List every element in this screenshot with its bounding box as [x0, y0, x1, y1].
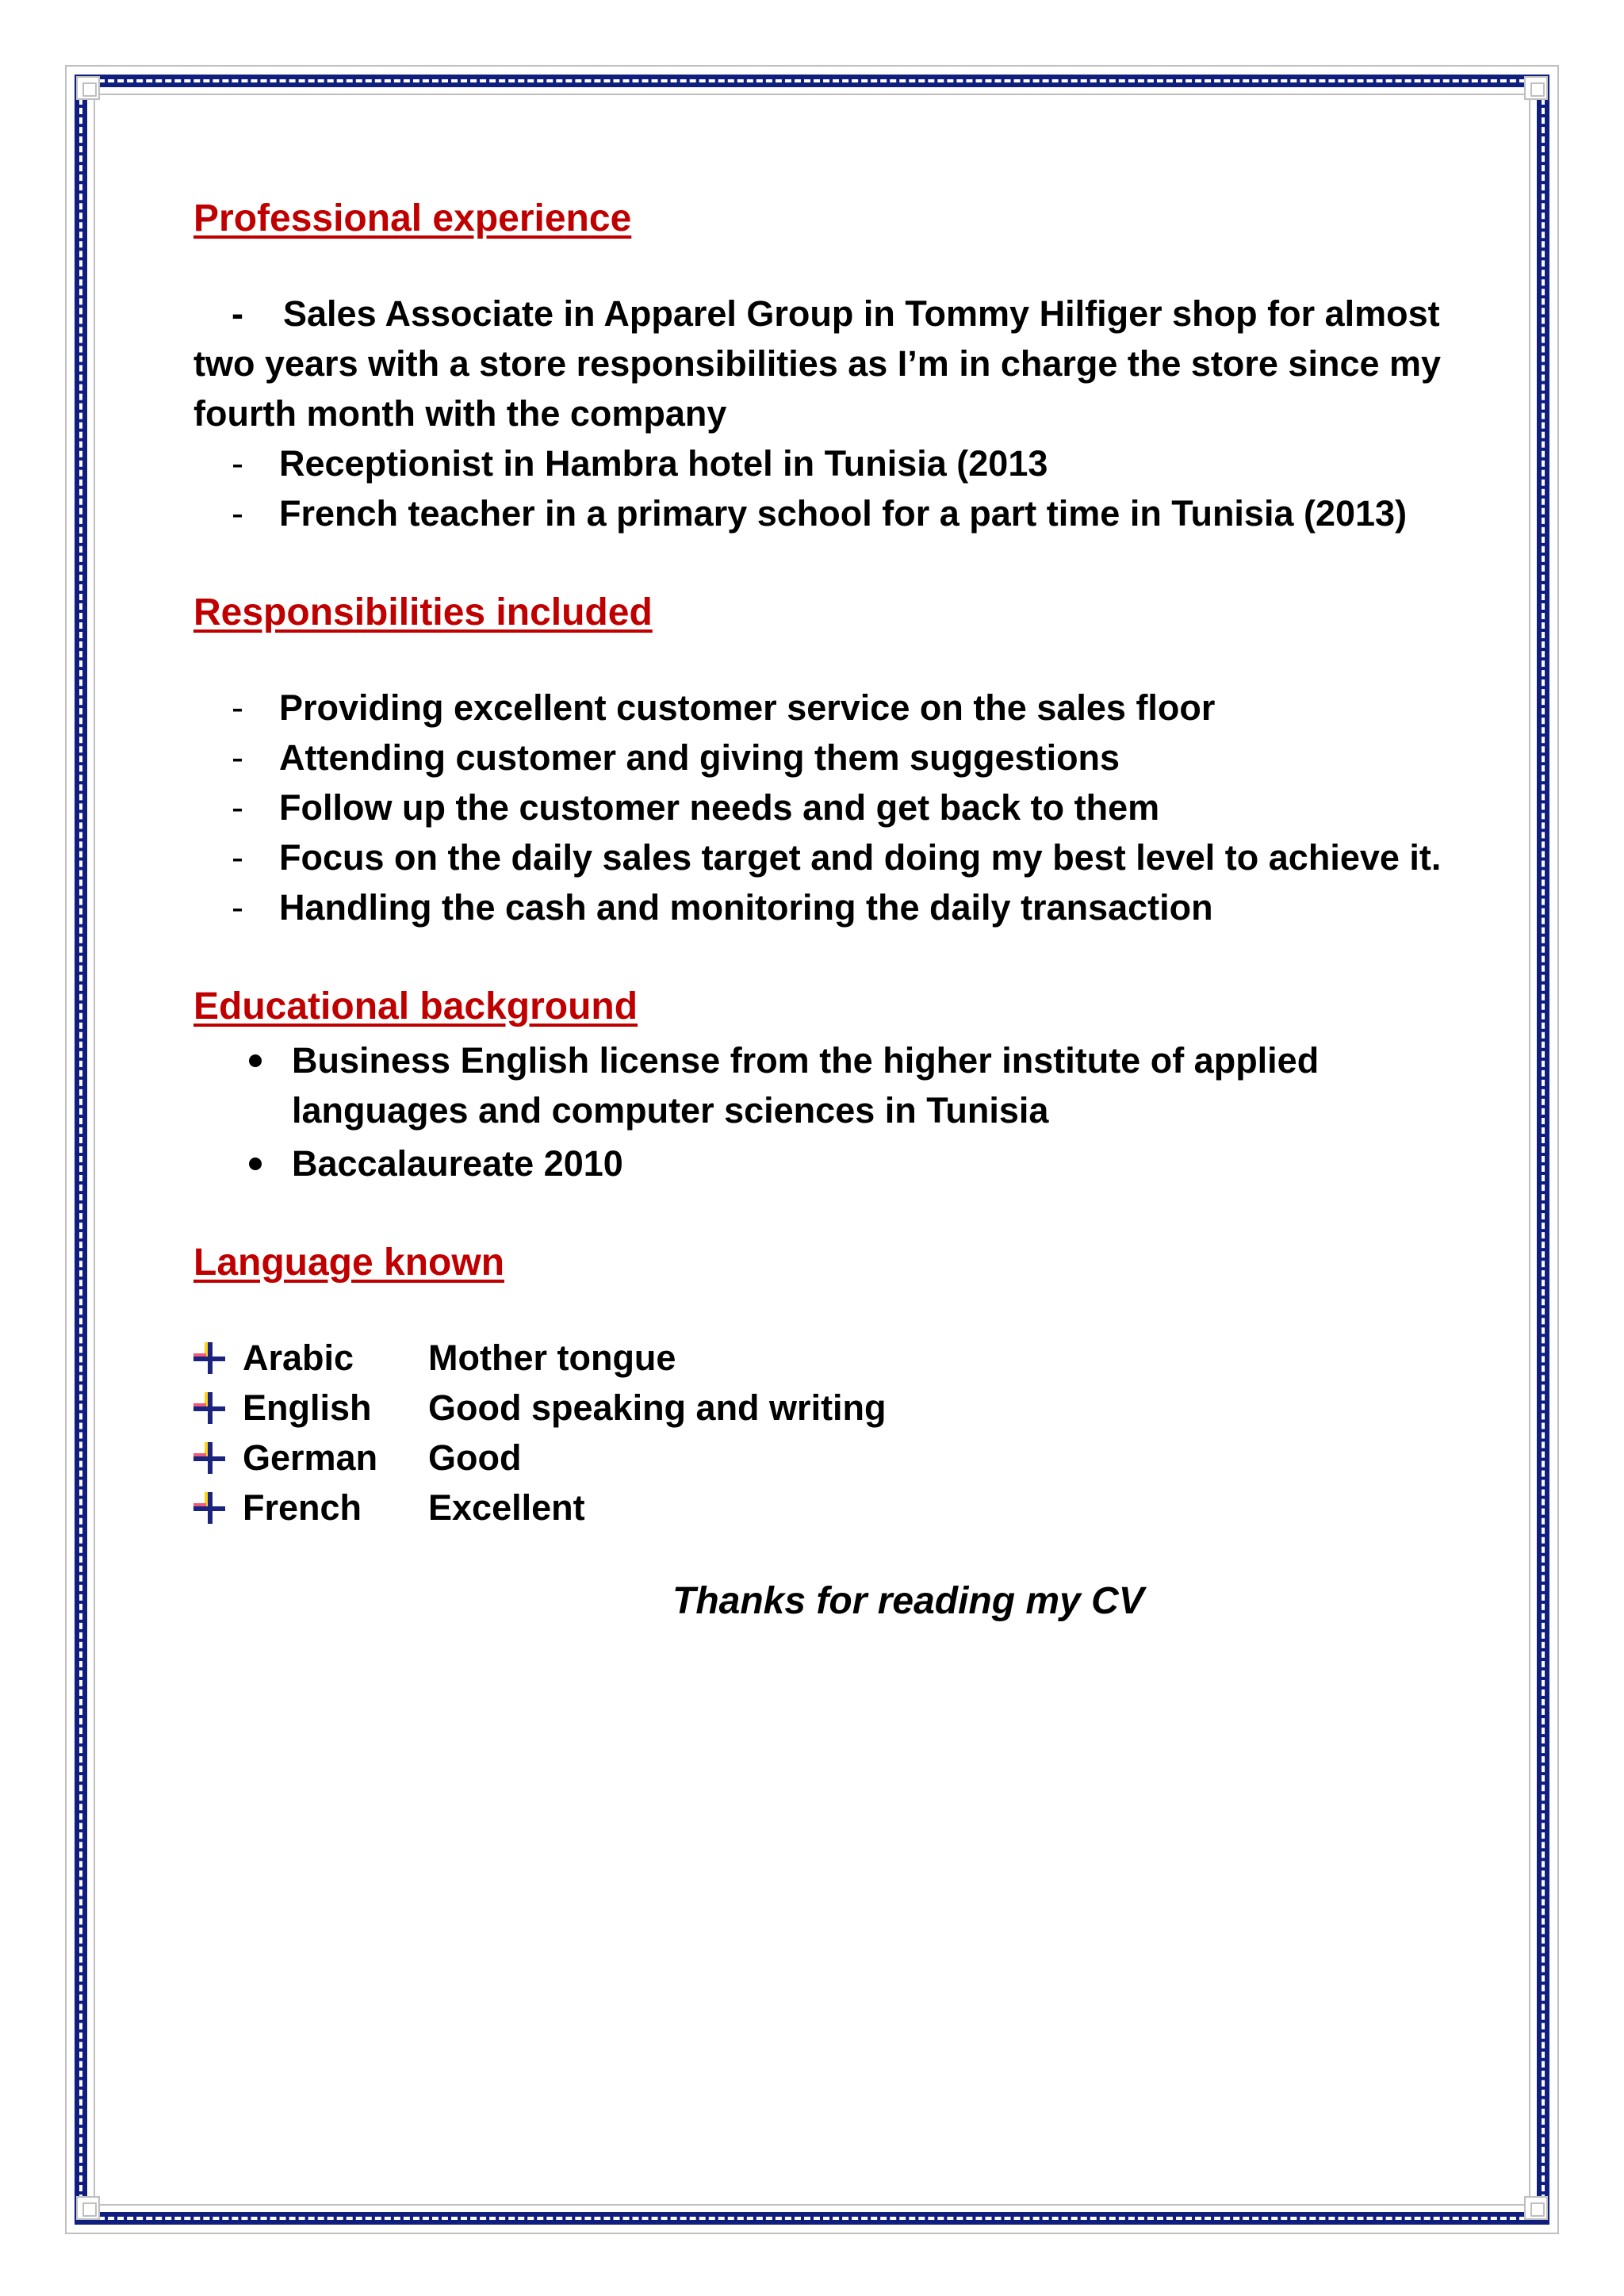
- responsibility-text: Follow up the customer needs and get back to them: [279, 787, 1160, 828]
- bullet-dot-icon: [249, 1158, 262, 1170]
- language-item: [193, 1483, 1462, 1533]
- education-section: [193, 978, 1462, 1188]
- dash-bullet: -: [232, 687, 243, 728]
- cv-page-content: [193, 190, 1462, 1629]
- closing-note: Thanks for reading my CV: [672, 1580, 1144, 1622]
- languages-heading: Language known: [193, 1242, 505, 1284]
- responsibility-text: Attending customer and giving them suggestions: [279, 737, 1120, 778]
- cross-plus-icon: [193, 1342, 225, 1374]
- corner-ornament-top-right: [1524, 76, 1548, 100]
- cross-plus-icon: [193, 1442, 225, 1474]
- language-name: English: [243, 1387, 372, 1428]
- experience-item: [193, 488, 1462, 538]
- experience-item: [193, 289, 1462, 438]
- dash-bullet: -: [232, 887, 243, 928]
- language-name: German: [243, 1437, 378, 1478]
- languages-list: [193, 1333, 1462, 1533]
- language-item: [193, 1433, 1462, 1483]
- responsibility-item: [193, 733, 1462, 783]
- responsibility-item: [193, 832, 1462, 882]
- responsibilities-section: [193, 584, 1462, 932]
- responsibilities-heading: Responsibilities included: [193, 591, 653, 633]
- experience-item-text: French teacher in a primary school for a part time in Tunisia (2013): [279, 493, 1408, 534]
- education-list: [193, 1035, 1462, 1188]
- dash-bullet: -: [232, 443, 243, 484]
- responsibility-item: [193, 783, 1462, 832]
- responsibility-text: Focus on the daily sales target and doing my best level to achieve it.: [279, 837, 1442, 878]
- experience-list: [193, 438, 1462, 538]
- education-text: Business English license from the higher institute of applied languages and computer sciences in Tunisia: [292, 1040, 1320, 1131]
- dash-bullet: -: [232, 737, 243, 778]
- experience-heading: Professional experience: [193, 197, 632, 239]
- experience-item-text: Sales Associate in Apparel Group in Tommy Hilfiger shop for almost two years with a store responsibilities as I’m in charge the store since my fourth month with the company: [193, 293, 1442, 434]
- responsibility-text: Providing excellent customer service on the sales floor: [279, 687, 1216, 728]
- experience-item-text: Receptionist in Hambra hotel in Tunisia (2013: [279, 443, 1048, 484]
- language-name: Arabic: [243, 1337, 354, 1378]
- corner-ornament-bottom-right: [1524, 2196, 1548, 2220]
- dash-bullet: -: [232, 493, 243, 534]
- dash-bullet: -: [232, 293, 243, 334]
- education-item: [193, 1035, 1462, 1135]
- language-level: Excellent: [428, 1487, 585, 1528]
- dash-bullet: -: [232, 837, 243, 878]
- languages-section: [193, 1234, 1462, 1533]
- language-item: [193, 1383, 1462, 1433]
- experience-section: [193, 190, 1462, 538]
- language-name: French: [243, 1487, 362, 1528]
- education-item: [193, 1138, 1462, 1188]
- responsibility-item: [193, 683, 1462, 733]
- corner-ornament-bottom-left: [76, 2196, 100, 2220]
- language-level: Good: [428, 1437, 522, 1478]
- experience-item: [193, 438, 1462, 488]
- cross-plus-icon: [193, 1492, 225, 1524]
- language-item: [193, 1333, 1462, 1383]
- responsibilities-list: [193, 683, 1462, 932]
- cross-plus-icon: [193, 1392, 225, 1424]
- corner-ornament-top-left: [76, 76, 100, 100]
- bullet-dot-icon: [249, 1054, 262, 1067]
- responsibility-text: Handling the cash and monitoring the daily transaction: [279, 887, 1213, 928]
- education-heading: Educational background: [193, 985, 638, 1027]
- language-level: Good speaking and writing: [428, 1387, 887, 1428]
- dash-bullet: -: [232, 787, 243, 828]
- education-text: Baccalaureate 2010: [292, 1143, 623, 1184]
- responsibility-item: [193, 882, 1462, 932]
- language-level: Mother tongue: [428, 1337, 676, 1378]
